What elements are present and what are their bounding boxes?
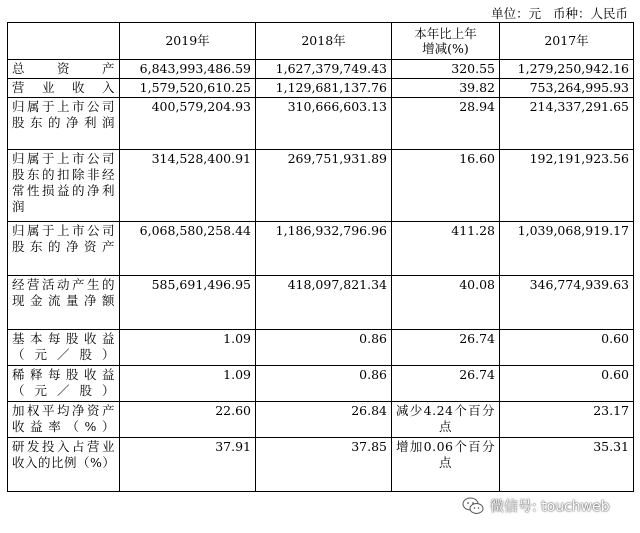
value-2017: 0.60	[500, 330, 634, 366]
value-2017: 0.60	[500, 366, 634, 402]
row-label: 基本每股收益（元／股）	[8, 330, 120, 366]
row-label: 营业收入	[8, 79, 120, 98]
value-2017: 346,774,939.63	[500, 276, 634, 330]
table-row	[8, 98, 634, 150]
table-row	[8, 60, 634, 79]
table-row	[8, 330, 634, 366]
table-row	[8, 276, 634, 330]
table-row	[8, 438, 634, 492]
currency-unit-note: 单位：元 币种：人民币	[491, 6, 628, 21]
row-label: 总资产	[8, 60, 120, 79]
table-row	[8, 79, 634, 98]
value-2019: 6,068,580,258.44	[120, 222, 256, 276]
value-2018: 1,627,379,749.43	[256, 60, 392, 79]
table-row	[8, 222, 634, 276]
row-label: 经营活动产生的现金流量净额	[8, 276, 120, 330]
value-change: 40.08	[392, 276, 500, 330]
header-2017: 2017年	[500, 23, 634, 60]
value-change: 411.28	[392, 222, 500, 276]
value-2018: 26.84	[256, 402, 392, 438]
value-2017: 214,337,291.65	[500, 98, 634, 150]
row-label: 归属于上市公司股东的净资产	[8, 222, 120, 276]
row-label: 加权平均净资产收益率（%）	[8, 402, 120, 438]
table-row	[8, 150, 634, 222]
watermark	[462, 494, 610, 518]
value-2018: 37.85	[256, 438, 392, 492]
value-2018: 1,186,932,796.96	[256, 222, 392, 276]
value-2018: 1,129,681,137.76	[256, 79, 392, 98]
value-2019: 1,579,520,610.25	[120, 79, 256, 98]
header-2018: 2018年	[256, 23, 392, 60]
table-row	[8, 366, 634, 402]
value-2017: 23.17	[500, 402, 634, 438]
wechat-icon	[462, 497, 484, 515]
value-2018: 269,751,931.89	[256, 150, 392, 222]
header-label	[8, 23, 120, 60]
value-change: 16.60	[392, 150, 500, 222]
header-change: 本年比上年 增减(%)	[392, 23, 500, 60]
header-row	[8, 23, 634, 60]
value-2018: 0.86	[256, 366, 392, 402]
watermark-text: 微信号: touchweb	[490, 499, 610, 515]
value-2017: 192,191,923.56	[500, 150, 634, 222]
row-label: 归属于上市公司股东的扣除非经常性损益的净利润	[8, 150, 120, 222]
value-change: 28.94	[392, 98, 500, 150]
row-label: 研发投入占营业收入的比例（%）	[8, 438, 120, 492]
value-2017: 35.31	[500, 438, 634, 492]
header-2019: 2019年	[120, 23, 256, 60]
value-change: 减少4.24个百分点	[392, 402, 500, 438]
value-change: 26.74	[392, 366, 500, 402]
row-label: 稀释每股收益（元／股）	[8, 366, 120, 402]
value-2019: 400,579,204.93	[120, 98, 256, 150]
financial-data-table	[7, 22, 634, 492]
value-change: 320.55	[392, 60, 500, 79]
value-2017: 1,279,250,942.16	[500, 60, 634, 79]
value-2019: 37.91	[120, 438, 256, 492]
value-change: 增加0.06个百分点	[392, 438, 500, 492]
value-2019: 1.09	[120, 330, 256, 366]
value-2019: 585,691,496.95	[120, 276, 256, 330]
value-2018: 418,097,821.34	[256, 276, 392, 330]
value-2019: 22.60	[120, 402, 256, 438]
value-2019: 314,528,400.91	[120, 150, 256, 222]
value-change: 39.82	[392, 79, 500, 98]
value-2019: 1.09	[120, 366, 256, 402]
value-2018: 310,666,603.13	[256, 98, 392, 150]
row-label: 归属于上市公司股东的净利润	[8, 98, 120, 150]
value-2019: 6,843,993,486.59	[120, 60, 256, 79]
value-2017: 753,264,995.93	[500, 79, 634, 98]
value-2017: 1,039,068,919.17	[500, 222, 634, 276]
table-row	[8, 402, 634, 438]
value-change: 26.74	[392, 330, 500, 366]
value-2018: 0.86	[256, 330, 392, 366]
